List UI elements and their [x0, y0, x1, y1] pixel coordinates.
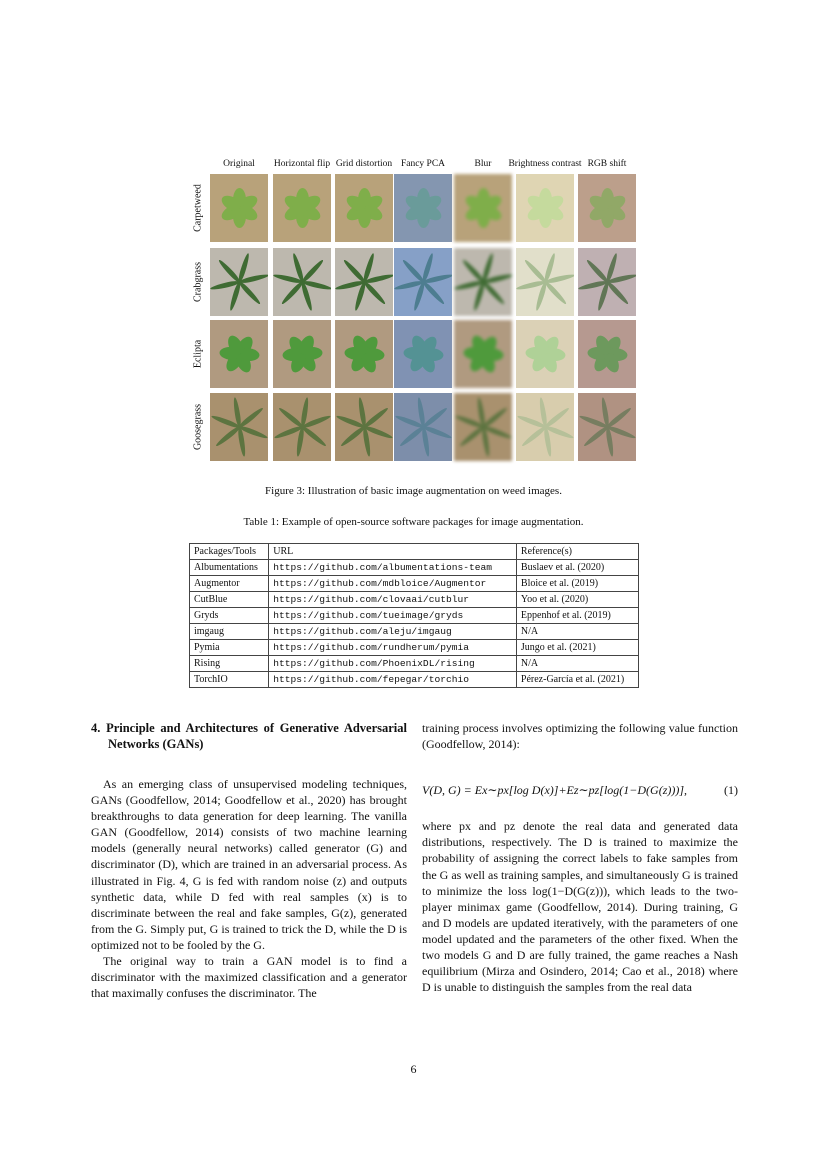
weed-image	[454, 320, 512, 388]
weed-image	[454, 393, 512, 461]
package-reference: Pérez-García et al. (2021)	[516, 672, 638, 688]
package-reference: Bloice et al. (2019)	[516, 576, 638, 592]
package-reference: Buslaev et al. (2020)	[516, 560, 638, 576]
weed-image	[273, 248, 331, 316]
package-name: Augmentor	[190, 576, 269, 592]
package-name: Gryds	[190, 608, 269, 624]
package-name: Pymia	[190, 640, 269, 656]
weed-image	[454, 248, 512, 316]
augmentation-figure	[188, 156, 640, 472]
table-row	[190, 656, 639, 672]
package-url[interactable]: https://github.com/mdbloice/Augmentor	[269, 576, 517, 592]
row-label: Carpetweed	[192, 184, 204, 232]
package-url[interactable]: https://github.com/albumentations-team	[269, 560, 517, 576]
weed-image	[335, 393, 393, 461]
weed-image	[578, 320, 636, 388]
weed-image	[210, 248, 268, 316]
column-header: Horizontal flip	[273, 159, 331, 169]
weed-image	[210, 174, 268, 242]
row-label: Crabgrass	[192, 262, 204, 302]
table-row	[190, 672, 639, 688]
table-header-row	[190, 544, 639, 560]
package-url[interactable]: https://github.com/aleju/imgaug	[269, 624, 517, 640]
weed-image	[578, 393, 636, 461]
table-header-cell: URL	[269, 544, 517, 560]
package-reference: N/A	[516, 656, 638, 672]
table-row	[190, 560, 639, 576]
package-name: Albumentations	[190, 560, 269, 576]
package-reference: Eppenhof et al. (2019)	[516, 608, 638, 624]
package-url[interactable]: https://github.com/rundherum/pymia	[269, 640, 517, 656]
figure-caption: Figure 3: Illustration of basic image augmentation on weed images.	[265, 485, 562, 497]
column-header: Grid distortion	[335, 159, 393, 169]
column-header: Original	[223, 159, 255, 169]
weed-image	[516, 393, 574, 461]
package-name: TorchIO	[190, 672, 269, 688]
weed-image	[578, 174, 636, 242]
weed-image	[516, 174, 574, 242]
table-row	[190, 640, 639, 656]
table-row	[190, 592, 639, 608]
weed-image	[273, 393, 331, 461]
package-url[interactable]: https://github.com/PhoenixDL/rising	[269, 656, 517, 672]
weed-image	[335, 174, 393, 242]
package-name: CutBlue	[190, 592, 269, 608]
weed-image	[394, 248, 452, 316]
weed-image	[394, 393, 452, 461]
package-url[interactable]: https://github.com/fepegar/torchio	[269, 672, 517, 688]
column-header: Brightness contrast	[508, 159, 582, 169]
table-row	[190, 608, 639, 624]
weed-image	[516, 248, 574, 316]
equation-number: (1)	[724, 783, 738, 798]
weed-image	[454, 174, 512, 242]
package-reference: Jungo et al. (2021)	[516, 640, 638, 656]
equation	[422, 782, 738, 798]
weed-image	[578, 248, 636, 316]
weed-image	[394, 320, 452, 388]
weed-image	[516, 320, 574, 388]
weed-image	[210, 320, 268, 388]
column-header: Fancy PCA	[400, 159, 446, 169]
package-reference: N/A	[516, 624, 638, 640]
section-heading: 4. Principle and Architectures of Generative Adversarial Networks (GANs)	[91, 721, 407, 751]
package-name: imgaug	[190, 624, 269, 640]
weed-image	[335, 320, 393, 388]
page-number: 6	[410, 1062, 417, 1076]
table-row	[190, 576, 639, 592]
row-label: Eclipta	[192, 339, 204, 369]
table-header-cell: Reference(s)	[516, 544, 638, 560]
paragraph: The original way to train a GAN model is to find a discriminator with the maximized classification and a generator that maximally confuses the discriminator. The	[91, 954, 407, 1001]
table-row	[190, 624, 639, 640]
equation-body: V(D, G) = Ex∼px[log D(x)]+Ez∼pz[log(1−D(G(z)))],	[422, 783, 688, 798]
right-column	[422, 720, 738, 995]
package-reference: Yoo et al. (2020)	[516, 592, 638, 608]
weed-image	[273, 320, 331, 388]
paragraph: training process involves optimizing the following value function (Goodfellow, 2014):	[422, 721, 738, 752]
column-header: RGB shift	[587, 159, 627, 169]
paragraph: where px and pz denote the real data and generated data distributions, respectively. The D is trained to maximize the probability of assigning the correct labels to fake samples from the G as well as training samples, and simultaneously G is trained to minimize the loss log(1−D(G(z))), which leads to the two-player minimax game (Goodfellow, 2014). During training, G and D models are updated iteratively, with the parameters of one model updated and the parameters of the other fixed. When the two models G and D are fully trained, the game reaches a Nash equilibrium (Mirza and Osindero, 2014; Cao et al., 2018) where D is unable to distinguish the samples from the real data	[422, 819, 738, 995]
package-name: Rising	[190, 656, 269, 672]
weed-image	[210, 393, 268, 461]
row-label: Goosegrass	[192, 403, 204, 451]
weed-image	[335, 248, 393, 316]
paragraph: As an emerging class of unsupervised modeling techniques, GANs (Goodfellow, 2014; Goodfellow et al., 2020) has brought breakthroughs to data generation for deep learning. The vanilla GAN (Goodfellow, 2014) consists of two machine learning models (generally neural networks) called generator (G) and discriminator (D), which are trained in an adversarial process. As illustrated in Fig. 4, G is fed with random noise (z) and outputs synthetic data, while D fed with real samples (x) is to discriminate between the real and fake samples, G(z), generated from the G. Simply put, G is trained to trick the D, while the D is optimized not to be fooled by the G.	[91, 777, 407, 952]
table-header-cell: Packages/Tools	[190, 544, 269, 560]
column-header: Blur	[474, 159, 492, 169]
packages-table	[189, 543, 639, 688]
package-url[interactable]: https://github.com/clovaai/cutblur	[269, 592, 517, 608]
left-column	[91, 720, 407, 1001]
weed-image	[273, 174, 331, 242]
table-caption: Table 1: Example of open-source software packages for image augmentation.	[243, 516, 584, 528]
weed-image	[394, 174, 452, 242]
package-url[interactable]: https://github.com/tueimage/gryds	[269, 608, 517, 624]
